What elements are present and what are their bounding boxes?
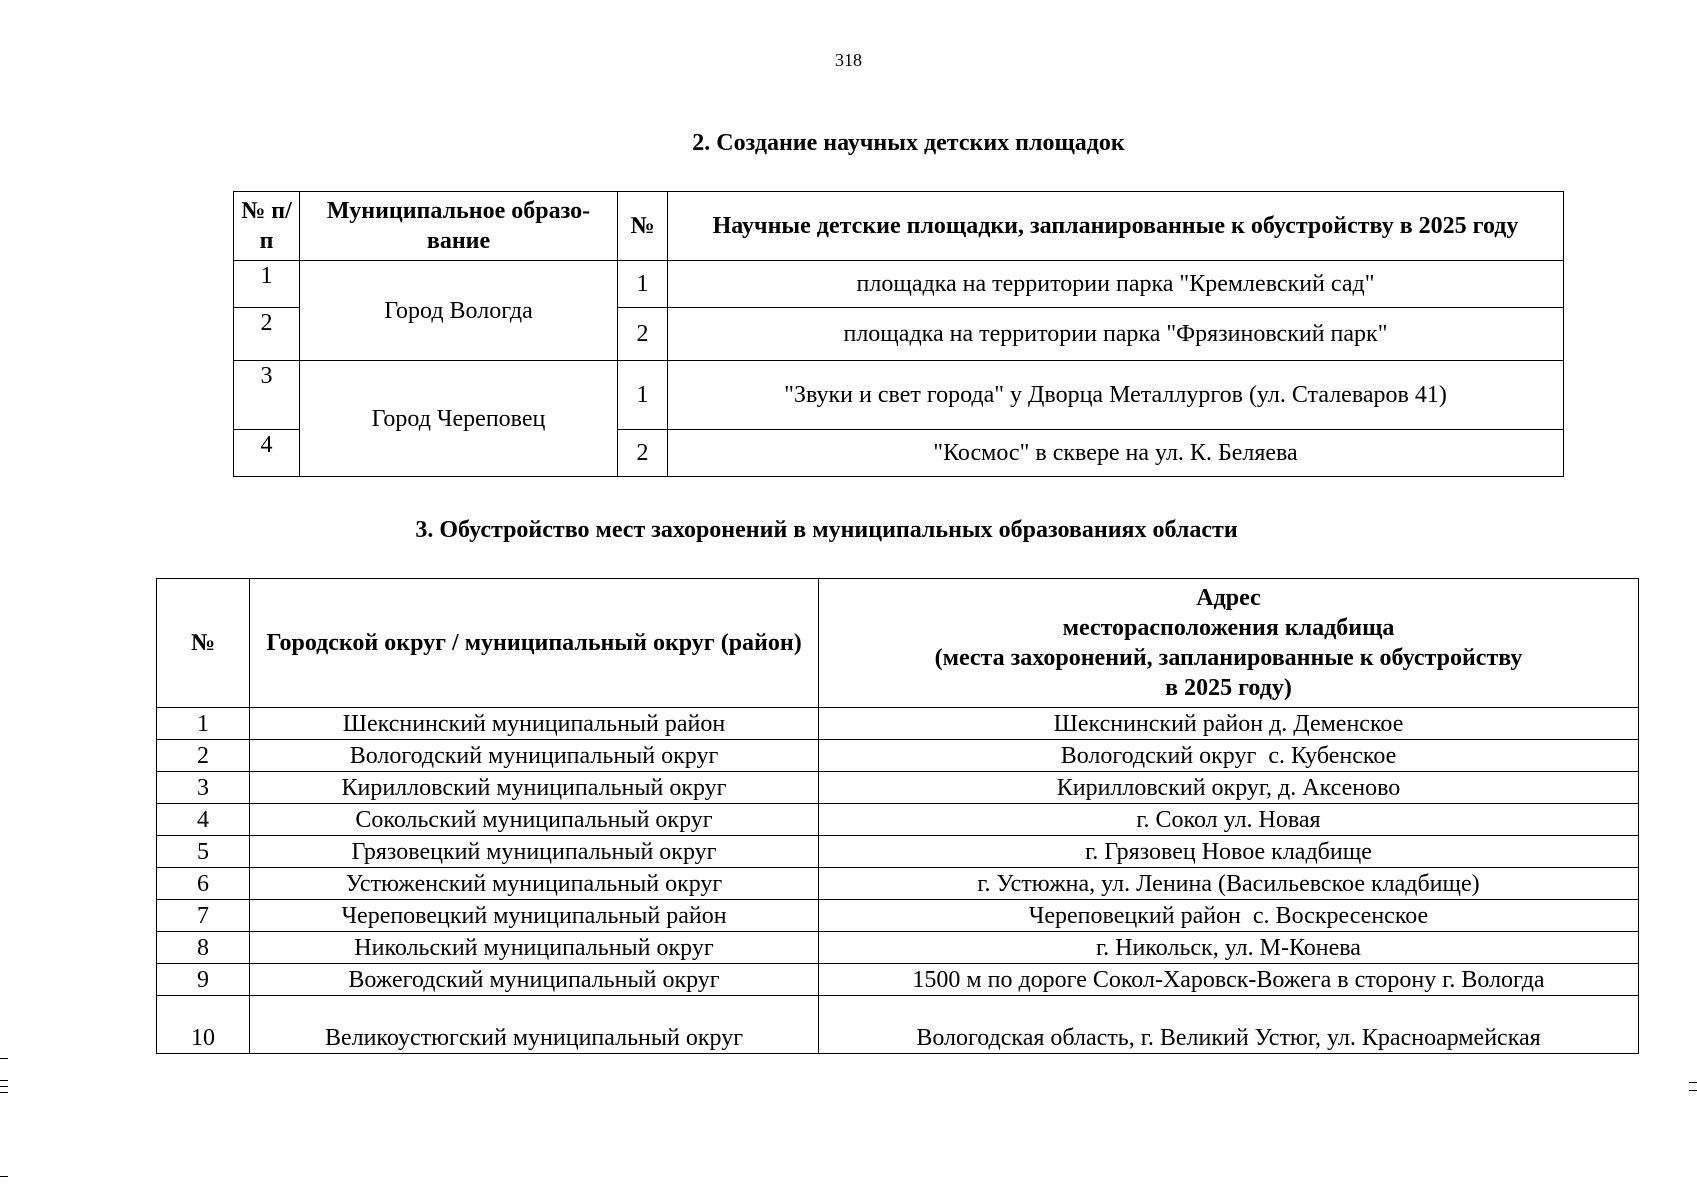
- scan-margin-mark: [0, 1058, 8, 1059]
- row-district: Сокольский муниципальный округ: [250, 804, 819, 836]
- table-row: [157, 804, 1639, 836]
- header-address-line-3: (места захоронений, запланированные к обустройству: [934, 645, 1523, 671]
- row-district: Череповецкий муниципальный район: [250, 900, 819, 932]
- row-address: Череповецкий район с. Воскресенское: [819, 900, 1639, 932]
- row-district: Грязовецкий муниципальный округ: [250, 836, 819, 868]
- header-playgrounds: Научные детские площадки, запланированные к обустройству в 2025 году: [668, 192, 1564, 261]
- section-2-title: 2. Создание научных детских площадок: [692, 130, 1125, 156]
- row-address: Шекснинский район д. Деменское: [819, 708, 1639, 740]
- row-district: Вожегодский муниципальный округ: [250, 964, 819, 996]
- row-num: 8: [157, 932, 250, 964]
- row-address: Вологодский округ с. Кубенское: [819, 740, 1639, 772]
- row-pp: 2: [234, 308, 300, 361]
- row-num: 2: [157, 740, 250, 772]
- row-district: Шекснинский муниципальный район: [250, 708, 819, 740]
- table-row: [234, 361, 1564, 430]
- header-address-line-1: Адрес: [1196, 585, 1261, 611]
- table-row: [157, 900, 1639, 932]
- table-row: [234, 261, 1564, 308]
- row-district: Устюженский муниципальный округ: [250, 868, 819, 900]
- row-pp: 3: [234, 361, 300, 430]
- table-row: [157, 932, 1639, 964]
- row-district: Никольский муниципальный округ: [250, 932, 819, 964]
- table-row: [157, 836, 1639, 868]
- row-num: 1: [618, 361, 668, 430]
- scan-margin-mark: [0, 1092, 8, 1093]
- row-num: 1: [157, 708, 250, 740]
- row-num: 4: [157, 804, 250, 836]
- scan-margin-mark: [1689, 1090, 1697, 1091]
- playground-site: "Космос" в сквере на ул. К. Беляева: [668, 430, 1564, 477]
- header-pp: № п/п: [234, 192, 300, 261]
- municipality-cell: Город Вологда: [300, 261, 618, 361]
- scan-margin-mark: [0, 1176, 8, 1177]
- row-num: 2: [618, 430, 668, 477]
- table-row: [157, 772, 1639, 804]
- scan-margin-mark: [0, 1080, 8, 1081]
- row-num: 7: [157, 900, 250, 932]
- playground-site: "Звуки и свет города" у Дворца Металлургов (ул. Сталеваров 41): [668, 361, 1564, 430]
- header-address: [819, 579, 1639, 708]
- table-row: [157, 868, 1639, 900]
- row-address: г. Грязовец Новое кладбище: [819, 836, 1639, 868]
- header-address-line-2: месторасположения кладбища: [1062, 615, 1395, 641]
- row-address: Кирилловский округ, д. Аксеново: [819, 772, 1639, 804]
- header-num: №: [618, 192, 668, 261]
- row-address: Вологодская область, г. Великий Устюг, ул. Красноармейская: [819, 996, 1639, 1054]
- row-district: Вологодский муниципальный округ: [250, 740, 819, 772]
- table-row: [157, 740, 1639, 772]
- row-num: 9: [157, 964, 250, 996]
- header-municipality: Муниципальное образо-вание: [300, 192, 618, 261]
- row-address: 1500 м по дороге Сокол-Харовск-Вожега в сторону г. Вологда: [819, 964, 1639, 996]
- science-playgrounds-table: [233, 191, 1564, 477]
- row-address: г. Устюжна, ул. Ленина (Васильевское кладбище): [819, 868, 1639, 900]
- row-pp: 1: [234, 261, 300, 308]
- municipality-cell: Город Череповец: [300, 361, 618, 477]
- table-row: [157, 964, 1639, 996]
- row-num: 3: [157, 772, 250, 804]
- playground-site: площадка на территории парка "Фрязиновский парк": [668, 308, 1564, 361]
- row-district: Кирилловский муниципальный округ: [250, 772, 819, 804]
- scan-margin-mark: [1689, 1082, 1697, 1083]
- row-num: 6: [157, 868, 250, 900]
- playground-site: площадка на территории парка "Кремлевский сад": [668, 261, 1564, 308]
- header-address-line-4: в 2025 году): [1165, 675, 1292, 701]
- row-num: 10: [157, 996, 250, 1054]
- row-num: 1: [618, 261, 668, 308]
- row-pp: 4: [234, 430, 300, 477]
- row-district: Великоустюгский муниципальный округ: [250, 996, 819, 1054]
- header-num: №: [157, 579, 250, 708]
- table-header-row: [157, 579, 1639, 708]
- burial-places-table: [156, 578, 1639, 1054]
- row-address: г. Никольск, ул. М-Конева: [819, 932, 1639, 964]
- row-num: 2: [618, 308, 668, 361]
- page-number: 318: [835, 50, 862, 70]
- row-num: 5: [157, 836, 250, 868]
- header-district: Городской округ / муниципальный округ (район): [250, 579, 819, 708]
- table-row: [157, 996, 1639, 1054]
- section-3-title: 3. Обустройство мест захоронений в муниципальных образованиях области: [415, 517, 1238, 543]
- table-row: [157, 708, 1639, 740]
- row-address: г. Сокол ул. Новая: [819, 804, 1639, 836]
- scan-margin-mark: [0, 1086, 8, 1087]
- table-header-row: [234, 192, 1564, 261]
